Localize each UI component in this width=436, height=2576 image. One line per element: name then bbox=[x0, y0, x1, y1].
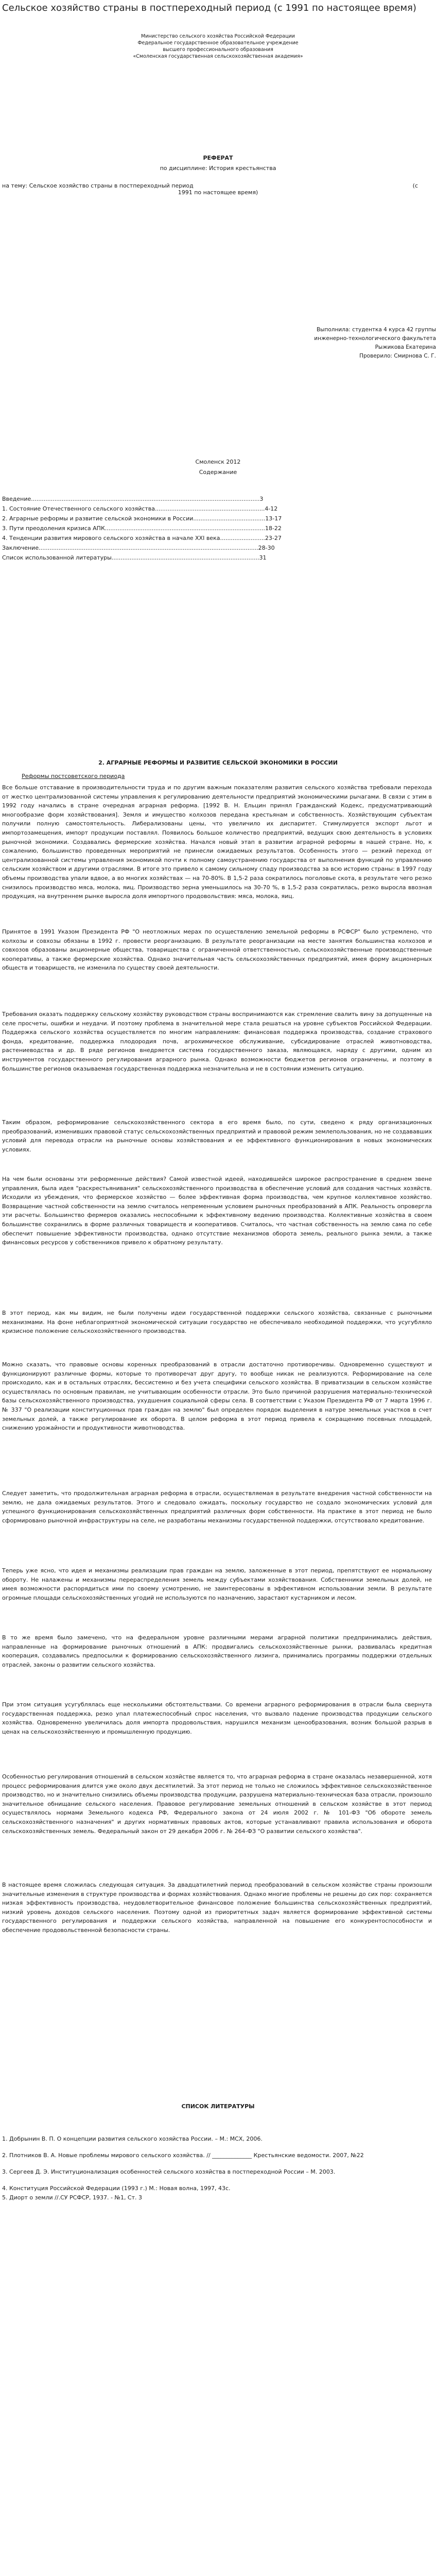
discipline: по дисциплине: История крестьянства bbox=[160, 165, 276, 172]
reference-item: 2. Плотников В. А. Новые проблемы мирового сельского хозяйства. // ______________ Крестьянские ведомости. 2007, №22 bbox=[2, 2152, 364, 2159]
topic bbox=[0, 182, 436, 196]
author-block bbox=[0, 326, 436, 361]
toc-heading: Содержание bbox=[199, 469, 237, 476]
author-line: инженерно-технологического факультета bbox=[314, 335, 436, 342]
author-line: Проверило: Смирнова С. Г. bbox=[359, 353, 436, 359]
paragraph: В этот период, как мы видим, не были получены идеи государственной поддержки сельского хозяйства, связанные с рыночными механизмами. На фоне неблагоприятной экономической ситуации государство не обеспечивало необходимой поддержки, что усугубляло кризисное положение сельскохозяйственного производства. bbox=[2, 1310, 432, 1335]
paragraph: В то же время было замечено, что на федеральном уровне различными мерами аграрной политики предпринимались действия, направленные на формирование рыночных отношений в АПК: продвигались сельскохозяйственные рынки, развивалась кредитная кооперация, создавались предпосылки к формированию сельскохозяйственного лизинга, принимались программы поддержки отдельных отраслей, законы о развитии сельского хозяйства. bbox=[2, 1634, 432, 1668]
reference-item: 3. Сергеев Д. Э. Институционализация особенностей сельского хозяйства в постпереходной России – М. 2003. bbox=[2, 2168, 336, 2175]
topic-suffix: (с bbox=[412, 182, 418, 189]
paragraph: Таким образом, реформирование сельскохозяйственного сектора в его время было, по сути, сведено к ряду организационных преобразований, изменивших правовой статус сельскохозяйственных предприятий и правовой режим землепользования, но не создававших условий для перевода отрасли на рыночные основы хозяйствования и ее эффективного функционирования в новых экономических условиях. bbox=[2, 1119, 432, 1153]
paragraph: Следует заметить, что продолжительная аграрная реформа в отрасли, осуществляемая в результате внедрения частной собственности на землю, не дала ожидаемых результатов. Этого и следовало ожидать, поскольку государство не создало экономических условий для успешного функционирования сельскохозяйственных предприятий различных форм собственности. На практике в этот период не было сформировано рыночной инфраструктуры на селе, не разработаны механизмы государственной поддержки, отсутствовало кредитование. bbox=[2, 1490, 432, 1524]
toc-item[interactable]: 2. Аграрные реформы и развитие сельской экономики в России........................................13-17 bbox=[2, 515, 282, 522]
paragraph: На чем были основаны эти реформенные действия? Самой известной идеей, находившейся широкое распространение в среднем звене управления, была идея "раскрестьянивания" сельскохозяйственного производства в обеспечение условий для создания частных хозяйств. Исходили из убеждения, что фермерское хозяйство — более эффективная форма производства, чем крупное коллективное хозяйство. Возвращение частной собственности на землю считалось непременным условием рыночных преобразований в АПК. Реальность опровергла эти расчеты. Большинство фермеров оказались неспособными к эффективному ведению производства. Коллективные хозяйства в своем большинстве сохранились в форме различных товариществ и кооперативов. Считалось, что частная собственность на землю сама по себе обеспечит повышение эффективности производства, однако отсутствие механизмов оборота земель, реального рынка земли, а также финансовых ресурсов у собственников привело к обратному результату. bbox=[2, 1176, 432, 1246]
reference-item: 1. Добрынин В. П. О концепции развития сельского хозяйства России. – М.: МСХ, 2006. bbox=[2, 2136, 263, 2142]
paragraph: Особенностью регулирования отношений в сельском хозяйстве является то, что аграрная реформа в стране оказалась незавершенной, хотя процесс реформирования длится уже около двух десятилетий. За этот период не только не сложилось эффективное сельскохозяйственное производство, но и значительно снизились объемы производства продукции, разрушена материально-техническая база отрасли, произошло значительное обнищание сельского населения. Правовое регулирование земельных отношений в сельском хозяйстве в этот период осуществлялось нормами Земельного кодекса РФ, Федерального закона от 24 июля 2002 г. № 101-ФЗ "Об обороте земель сельскохозяйственного назначения" и других нормативных правовых актов, которые устанавливают правила использования и оборота сельскохозяйственных земель. Федеральный закон от 29 декабря 2006 г. № 264-ФЗ "О развитии сельского хозяйства". bbox=[2, 1773, 432, 1835]
institution-header bbox=[0, 33, 436, 60]
paragraph: Теперь уже ясно, что идея и механизмы реализации прав граждан на землю, заложенные в этот период, препятствуют ее нормальному обороту. Не налажены и механизмы перераспределения земель между субъектами хозяйствования. Собственники земельных долей, не имея возможности распорядиться ими по своему усмотрению, не заинтересованы в эффективном использовании земли. В результате огромные площади сельскохозяйственных угодий не используются по назначению, зарастают кустарником и лесом. bbox=[2, 1567, 432, 1601]
reference-item: 5. Диорт о земли //.СУ РСФСР, 1937. - №1, Ст. 3 bbox=[2, 2194, 143, 2201]
section-subheading: Реформы постсоветского периода bbox=[22, 773, 125, 779]
toc-item[interactable]: 4. Тенденции развития мирового сельского хозяйства в начале XXI века.........................23-27 bbox=[2, 535, 282, 541]
paragraph: Требования оказать поддержку сельскому хозяйству руководством страны воспринимаются как стремление свалить вину за допущенные на селе просчеты, ошибки и неудачи. И поэтому проблема в значительной мере стала решаться на уровне субъектов Российской Федерации. Поддержка сельского хозяйства осуществляется по многим направлениям: финансовая поддержка производства, создание страхового фонда, кредитование, поддержка плодородия почв, агрохимическое обслуживание, субсидирование отраслей животноводства, растениеводства и др. В ряде регионов внедряется система государственного заказа, являющаяся, наряду с другими, одним из инструментов государственного регулирования аграрного рынка. Однако возможности бюджетов регионов ограничены, и поэтому в большинстве регионов оказываемая государственная поддержка незначительна и не в состоянии изменить ситуацию. bbox=[2, 1011, 432, 1072]
author-line: Выполнила: студентка 4 курса 42 группы bbox=[316, 327, 436, 333]
institution-line: «Смоленская государственная сельскохозяйственная академия» bbox=[133, 54, 303, 59]
institution-line: Министерство сельского хозяйства Российской Федерации bbox=[141, 33, 295, 39]
topic-prefix: на тему: Сельское хозяйство страны в постпереходный период bbox=[2, 182, 194, 189]
work-kind: РЕФЕРАТ bbox=[203, 155, 233, 161]
toc-item[interactable]: 1. Состояние Отечественного сельского хозяйства.............................................................4-12 bbox=[2, 505, 278, 512]
paragraph: Все больше отставание в производительности труда и по другим важным показателям развития сельского хозяйства требовали перехода от жестко централизованной системы управления к регулированию деятельности предприятий экономическими рычагами. В связи с этим в 1992 году начались в стране очередная аграрная реформа. [1992 В. Н. Ельцин принял Гражданский Кодекс, предусматривающий многообразие форм хозяйствования]. Земля и имущество колхозов передана крестьянам и собственность. Хозяйствующим субъектам получили полную самостоятельность. Либерализованы цены, что увеличило их диспаритет. Стимулируется экспорт льгот и импортозамещения, импорт продукции поставлял. Появилось большое количество предприятий, ведущих свою деятельность в условиях рыночной экономики. Создавались фермерские хозяйства. Начался новый этап в развитии аграрной реформы в нашей стране. Но, к сожалению, большинство проведенных мероприятий не принесли ожидаемых результатов. Особенность этого — резкий переход от централизованной системы управления экономикой почти к полному самоустранению государства от выполнения функций по управлению сельским хозяйством и другими отраслями. В итоге это привело к самому сильному спаду производства за всю историю страны: в 1997 году объемы производства упали вдвое, а во многих хозяйствах — на 70-80%. В 1,5-2 раза сократилось поголовье скота, в результате чего резко снизилось производство мяса, молока, яиц. Производство зерна уменьшилось на 30-70 %, в 1,5-2 раза сократилась, резко выросла ввозная продукция, на внутреннем рынке выросла доля импортного продовольствия: мяса, молока, яиц. bbox=[2, 784, 432, 900]
toc-item[interactable]: Введение...............................................................................................................................3 bbox=[2, 496, 264, 502]
reference-item: 4. Конституция Российской Федерации (1993 г.) М.: Новая волна, 1997, 43с. bbox=[2, 2185, 231, 2192]
paragraph: При этом ситуация усугублялась еще несколькими обстоятельствами. Со времени аграрного реформирования в отрасли была свернута государственная поддержка, резко упал платежеспособный спрос населения, что вызвало падение производства продукции сельского хозяйства. Одновременно увеличилась доля импорта продовольствия, нарушился механизм ценообразования, возник большой разрыв в ценах на сельскохозяйственную и промышленную продукцию. bbox=[2, 1701, 432, 1735]
city-year: Смоленск 2012 bbox=[195, 459, 241, 465]
institution-line: высшего профессионального образования bbox=[163, 47, 273, 53]
page-title: Сельское хозяйство страны в постпереходный период (с 1991 по настоящее время) bbox=[2, 3, 416, 13]
toc-item[interactable]: 3. Пути преодоления кризиса АПК.........................................................................................18-22 bbox=[2, 525, 282, 532]
author-line: Рыжикова Екатерина bbox=[375, 344, 436, 350]
references-heading: СПИСОК ЛИТЕРАТУРЫ bbox=[181, 2103, 255, 2110]
paragraph: Можно сказать, что правовые основы коренных преобразований в отрасли достаточно противоречивы. Одновременно существуют и функционируют различные формы, которые то противоречат друг другу, то вообще никак не реализуются. Реформирование на селе происходило, как и в остальных отраслях, бессистемно и без учета специфики сельского хозяйства. В приватизации в сельском хозяйстве осуществлялась по основным правилам, не учитывающим особенности отрасли. Это было причиной разрушения материально-технической базы сельскохозяйственного производства, ухудшения социальной сферы села. В соответствии с Указом Президента РФ от 7 марта 1996 г. № 337 "О реализации конституционных прав граждан на землю" был определен порядок выделения в натуре земельных участков в счет земельных долей, а также регулирование их оборота. В целом реформа в этот период привела к сокращению посевных площадей, снижению урожайности и продуктивности животноводства. bbox=[2, 1361, 432, 1432]
toc-item[interactable]: Список использованной литературы..................................................................................31 bbox=[2, 554, 267, 561]
paragraph: Принятое в 1991 Указом Президента РФ "О неотложных мерах по осуществлению земельной реформы в РСФСР" было устремлено, что колхозы и совхозы обязаны в 1992 г. провести реорганизацию. В результате реорганизации на месте занятия большинства колхозов и совхозов образованы акционерные общества, товарищества с ограниченной ответственностью, сельскохозяйственные производственные кооперативы, а также фермерские хозяйства. Однако значительная часть сельскохозяйственных предприятий, имея форму акционерных обществ и товариществ, не изменила по существу своей деятельности. bbox=[2, 928, 432, 972]
topic-line2: 1991 по настоящее время) bbox=[178, 189, 258, 196]
paragraph: В настоящее время сложилась следующая ситуация. За двадцатилетний период преобразований в сельском хозяйстве страны произошли значительные изменения в структуре производства и формах хозяйствования. Однако многие проблемы не решены до сих пор: сохраняется низкая эффективность производства, неудовлетворительное финансовое положение большинства сельскохозяйственных предприятий, низкий уровень доходов сельского населения. Поэтому одной из приоритетных задач является формирование эффективной системы государственного регулирования и поддержки сельского хозяйства, направленной на повышение его конкурентоспособности и обеспечение продовольственной безопасности страны. bbox=[2, 1882, 432, 1934]
toc-item[interactable]: Заключение..........................................................................................................................28-30 bbox=[2, 545, 275, 551]
institution-line: Федеральное государственное образовательное учреждение bbox=[137, 40, 299, 46]
section-heading: 2. АГРАРНЫЕ РЕФОРМЫ И РАЗВИТИЕ СЕЛЬСКОЙ ЭКОНОМИКИ В РОССИИ bbox=[98, 759, 338, 766]
